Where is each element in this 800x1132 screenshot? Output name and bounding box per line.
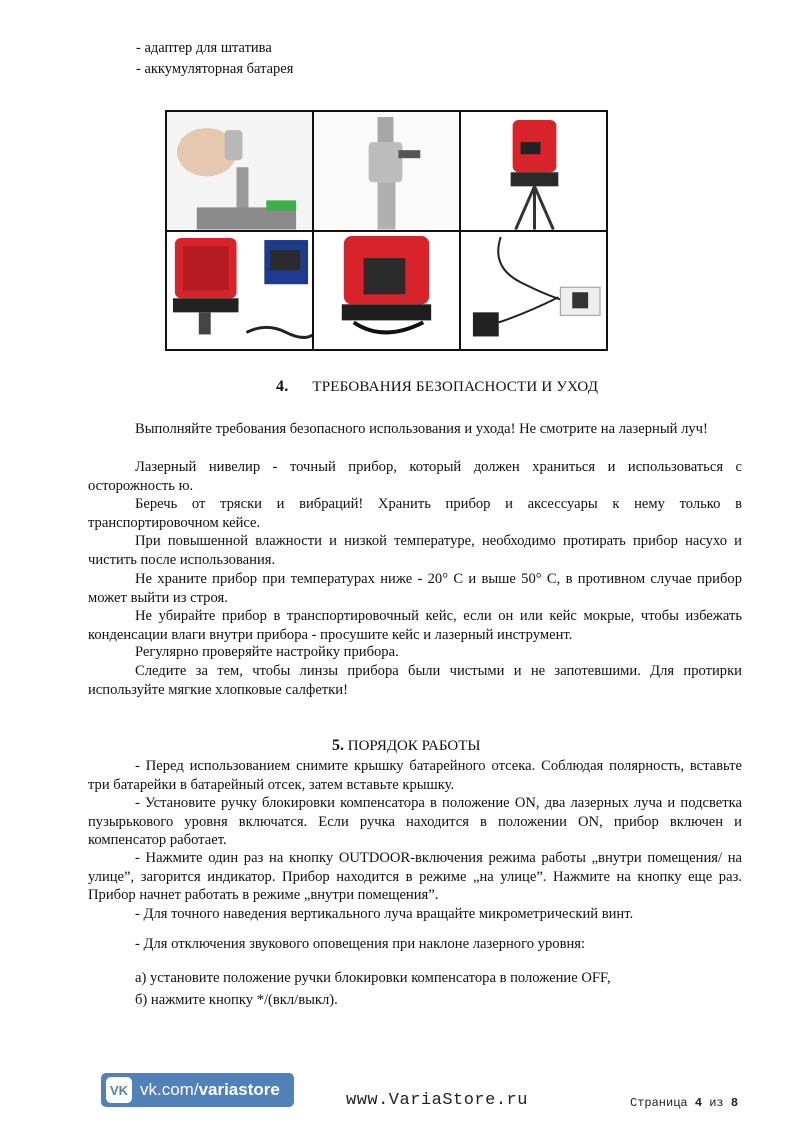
site-url[interactable]: www.VariaStore.ru xyxy=(346,1091,528,1110)
paragraph: б) нажмите кнопку */(вкл/выкл). xyxy=(135,992,338,1008)
section-4-heading xyxy=(276,378,598,396)
paragraph: Беречь от тряски и вибраций! Хранить прибор и аксессуары к нему только в транспортировочном кейсе. xyxy=(88,496,742,531)
paragraph: Выполняйте требования безопасного использования и ухода! Не смотрите на лазерный луч! xyxy=(135,421,708,437)
laser-level-back-photo xyxy=(314,232,459,350)
paragraph: - Для отключения звукового оповещения при наклоне лазерного уровня: xyxy=(135,936,586,952)
paragraph: Регулярно проверяйте настройку прибора. xyxy=(135,644,399,660)
vk-icon: VK xyxy=(106,1077,132,1103)
tripod-adapter-photo xyxy=(314,112,459,230)
paragraph: - Перед использованием снимите крышку батарейного отсека. Соблюдая полярность, вставьте три батарейки в батарейный отсек, затем вставьте крышку. xyxy=(88,758,742,793)
hand-holding-adapter-photo xyxy=(167,112,312,230)
accessory-item: - адаптер для штатива xyxy=(136,40,272,56)
section-5-heading xyxy=(332,737,480,755)
laser-level-with-battery-photo xyxy=(167,232,312,350)
paragraph: - Установите ручку блокировки компенсатора в положение ON, два лазерных луча и подсветка пузырькового уровня включатся. Если ручка находится в положении ON, прибор включен и компенсатор работает. xyxy=(88,795,742,848)
vk-url: vk.com/variastore xyxy=(140,1080,280,1099)
paragraph: а) установите положение ручки блокировки компенсатора в положение OFF, xyxy=(135,970,611,986)
section-number: 5. xyxy=(332,737,344,754)
product-photo-grid xyxy=(165,110,608,351)
paragraph: - Для точного наведения вертикального луча вращайте микрометрический винт. xyxy=(135,906,634,922)
paragraph: Следите за тем, чтобы линзы прибора были чистыми и не запотевшими. Для протирки используйте мягкие хлопковые салфетки! xyxy=(88,663,742,698)
section-title: ТРЕБОВАНИЯ БЕЗОПАСНОСТИ И УХОД xyxy=(312,379,599,395)
paragraph: - Нажмите один раз на кнопку OUTDOOR-включения режима работы „внутри помещения/ на улице”, загорится индикатор. Прибор находится в режиме „на улице”. Нажмите на кнопку еще раз. Прибор начнет работать в режиме „внутри помещения”. xyxy=(88,850,742,903)
paragraph: Не храните прибор при температурах ниже - 20° С и выше 50° С, в противном случае прибор может выйти из строя. xyxy=(88,571,742,606)
accessory-item: - аккумуляторная батарея xyxy=(136,61,294,77)
charger-adapter-photo xyxy=(461,232,606,350)
section-title: ПОРЯДОК РАБОТЫ xyxy=(347,738,481,754)
vk-link-badge[interactable] xyxy=(101,1073,294,1107)
laser-level-on-tripod-photo xyxy=(461,112,606,230)
paragraph: При повышенной влажности и низкой температуре, необходимо протирать прибор насухо и чистить после использования. xyxy=(88,533,742,568)
paragraph: Лазерный нивелир - точный прибор, который должен храниться и использоваться с осторожность ю. xyxy=(88,459,742,494)
section-number: 4. xyxy=(276,378,289,395)
paragraph: Не убирайте прибор в транспортировочный кейс, если он или кейс мокрые, чтобы избежать конденсации влаги внутри прибора - просушите кейс и лазерный инструмент. xyxy=(88,608,742,643)
page-number: Страница 4 из 8 xyxy=(630,1096,739,1110)
